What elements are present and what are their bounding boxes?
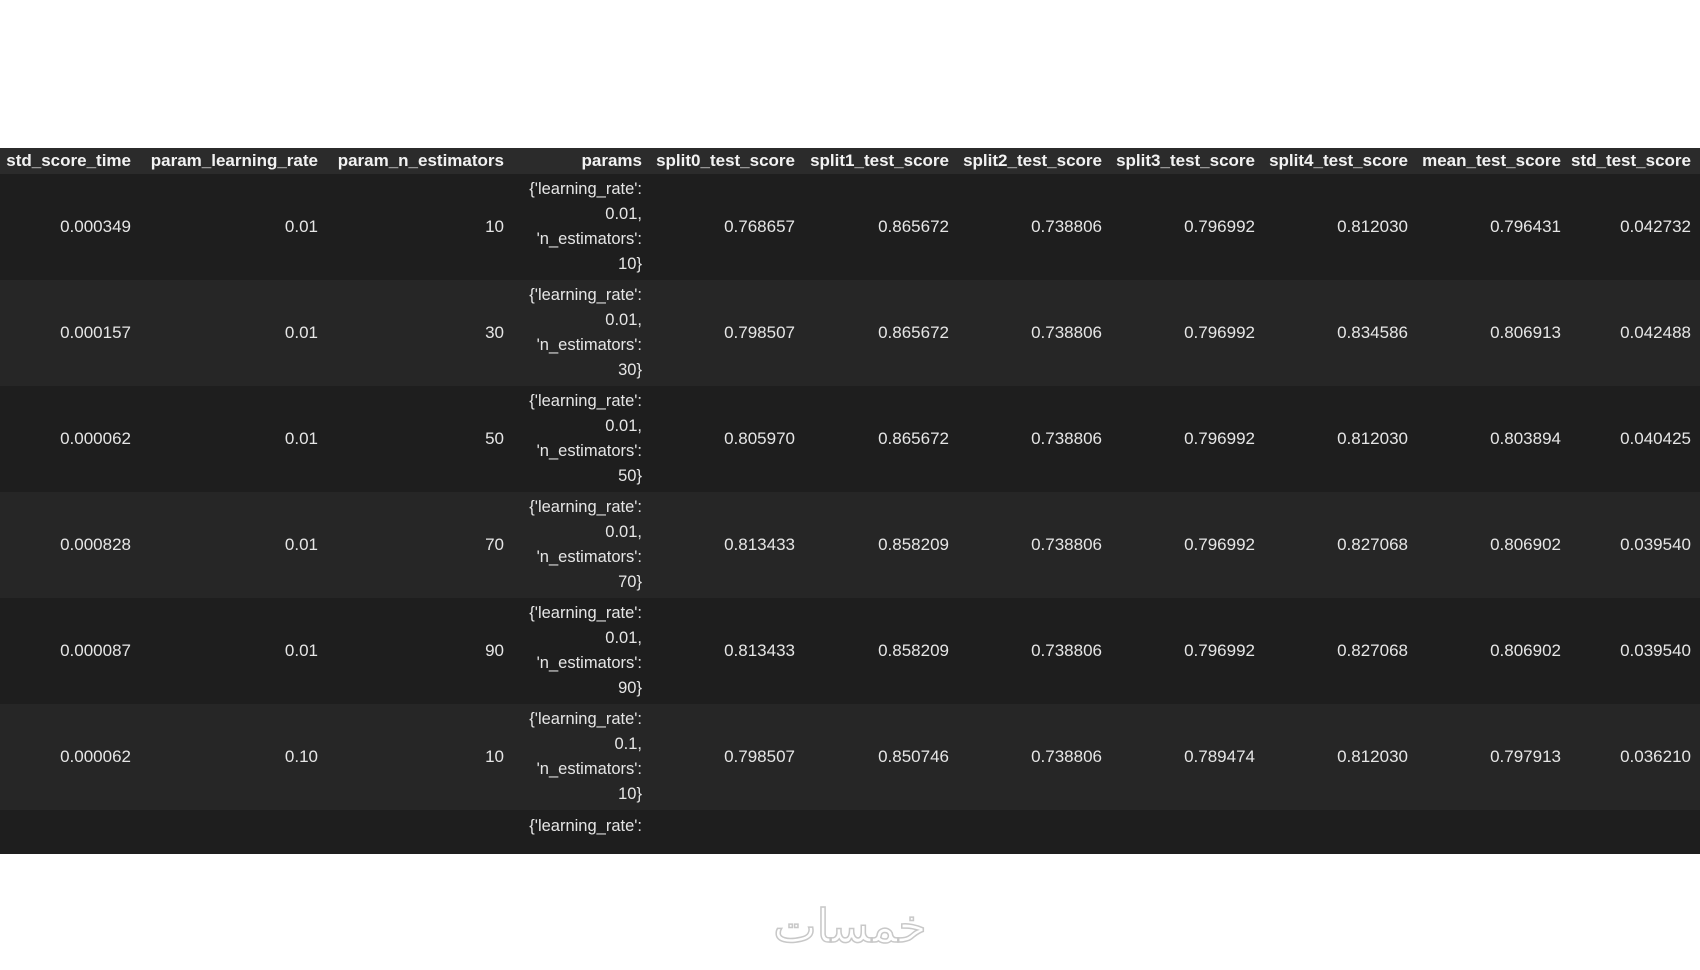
table-row bbox=[0, 280, 1700, 386]
cell-split4-test-score: 0.827068 bbox=[1264, 598, 1417, 704]
cell-mean-test-score: 0.796431 bbox=[1417, 174, 1570, 280]
params-line: 'n_estimators': bbox=[536, 442, 642, 460]
cell-split0-test-score: 0.798507 bbox=[651, 704, 804, 810]
params-line: 70} bbox=[618, 573, 642, 591]
cell-split2-test-score: 0.738806 bbox=[958, 386, 1111, 492]
cell-split2-test-score: 0.738806 bbox=[958, 598, 1111, 704]
cell-split1-test-score: 0.858209 bbox=[804, 598, 958, 704]
table-row bbox=[0, 174, 1700, 280]
params-line: 10} bbox=[618, 785, 642, 803]
params-line: {'learning_rate': bbox=[529, 498, 642, 516]
params-line: 0.01, bbox=[605, 417, 642, 435]
cell-split3-test-score: 0.796992 bbox=[1111, 386, 1264, 492]
params-line: 'n_estimators': bbox=[536, 548, 642, 566]
table-row bbox=[0, 492, 1700, 598]
table-row bbox=[0, 386, 1700, 492]
cell-std-test-score bbox=[1570, 810, 1700, 854]
column-header-split4-test-score: split4_test_score bbox=[1264, 148, 1417, 174]
table-row bbox=[0, 704, 1700, 810]
cell-split3-test-score: 0.796992 bbox=[1111, 492, 1264, 598]
cell-split1-test-score bbox=[804, 810, 958, 854]
cell-split4-test-score: 0.812030 bbox=[1264, 704, 1417, 810]
cell-split2-test-score: 0.738806 bbox=[958, 280, 1111, 386]
cell-std-score-time: 0.000157 bbox=[0, 280, 140, 386]
params-line: 0.1, bbox=[614, 735, 642, 753]
cell-mean-test-score: 0.797913 bbox=[1417, 704, 1570, 810]
cell-params bbox=[513, 704, 651, 810]
cell-split4-test-score: 0.834586 bbox=[1264, 280, 1417, 386]
column-header-mean-test-score: mean_test_score bbox=[1417, 148, 1570, 174]
cell-param-learning-rate: 0.01 bbox=[140, 386, 327, 492]
params-line: 'n_estimators': bbox=[536, 654, 642, 672]
cell-split4-test-score: 0.812030 bbox=[1264, 174, 1417, 280]
cell-params bbox=[513, 280, 651, 386]
cell-param-n-estimators: 50 bbox=[327, 386, 513, 492]
column-header-param-n-estimators: param_n_estimators bbox=[327, 148, 513, 174]
cell-std-score-time: 0.000349 bbox=[0, 174, 140, 280]
cell-std-test-score: 0.042488 bbox=[1570, 280, 1700, 386]
cell-mean-test-score: 0.806902 bbox=[1417, 598, 1570, 704]
cell-mean-test-score: 0.806902 bbox=[1417, 492, 1570, 598]
cell-split0-test-score: 0.813433 bbox=[651, 598, 804, 704]
cell-split0-test-score: 0.813433 bbox=[651, 492, 804, 598]
cell-param-learning-rate: 0.01 bbox=[140, 280, 327, 386]
params-line: {'learning_rate': bbox=[529, 286, 642, 304]
cell-param-learning-rate bbox=[140, 810, 327, 854]
params-line: 0.01, bbox=[605, 311, 642, 329]
column-header-std-score-time: std_score_time bbox=[0, 148, 140, 174]
cell-split1-test-score: 0.850746 bbox=[804, 704, 958, 810]
header-row bbox=[0, 148, 1700, 174]
cell-std-test-score: 0.039540 bbox=[1570, 598, 1700, 704]
cell-param-n-estimators: 10 bbox=[327, 704, 513, 810]
params-line: {'learning_rate': bbox=[529, 817, 642, 835]
cell-param-learning-rate: 0.10 bbox=[140, 704, 327, 810]
table-row bbox=[0, 598, 1700, 704]
cell-param-learning-rate: 0.01 bbox=[140, 174, 327, 280]
params-line: 10} bbox=[618, 255, 642, 273]
cell-std-score-time: 0.000062 bbox=[0, 386, 140, 492]
params-line: 30} bbox=[618, 361, 642, 379]
column-header-std-test-score: std_test_score bbox=[1570, 148, 1700, 174]
watermark-logo: خمسات bbox=[773, 899, 927, 953]
column-header-split1-test-score: split1_test_score bbox=[804, 148, 958, 174]
params-line: {'learning_rate': bbox=[529, 180, 642, 198]
table-body bbox=[0, 174, 1700, 854]
params-line: 0.01, bbox=[605, 205, 642, 223]
cell-split2-test-score: 0.738806 bbox=[958, 704, 1111, 810]
cell-std-test-score: 0.039540 bbox=[1570, 492, 1700, 598]
params-line: 50} bbox=[618, 467, 642, 485]
column-header-split3-test-score: split3_test_score bbox=[1111, 148, 1264, 174]
cell-std-score-time: 0.000828 bbox=[0, 492, 140, 598]
cell-param-learning-rate: 0.01 bbox=[140, 598, 327, 704]
column-header-params: params bbox=[513, 148, 651, 174]
params-line: 'n_estimators': bbox=[536, 230, 642, 248]
params-line: {'learning_rate': bbox=[529, 392, 642, 410]
params-line: 0.01, bbox=[605, 523, 642, 541]
cell-params bbox=[513, 386, 651, 492]
cell-std-score-time: 0.000087 bbox=[0, 598, 140, 704]
cell-param-n-estimators: 90 bbox=[327, 598, 513, 704]
cell-param-n-estimators bbox=[327, 810, 513, 854]
cell-std-score-time: 0.000062 bbox=[0, 704, 140, 810]
cell-split2-test-score bbox=[958, 810, 1111, 854]
cell-param-n-estimators: 30 bbox=[327, 280, 513, 386]
column-header-split2-test-score: split2_test_score bbox=[958, 148, 1111, 174]
cv-results-table bbox=[0, 148, 1700, 854]
cell-split0-test-score: 0.805970 bbox=[651, 386, 804, 492]
dataframe-output bbox=[0, 148, 1700, 835]
cell-split1-test-score: 0.865672 bbox=[804, 174, 958, 280]
cell-params bbox=[513, 598, 651, 704]
cell-split1-test-score: 0.865672 bbox=[804, 280, 958, 386]
cell-split1-test-score: 0.858209 bbox=[804, 492, 958, 598]
cell-std-test-score: 0.036210 bbox=[1570, 704, 1700, 810]
cell-std-test-score: 0.040425 bbox=[1570, 386, 1700, 492]
cell-split3-test-score bbox=[1111, 810, 1264, 854]
cell-param-learning-rate: 0.01 bbox=[140, 492, 327, 598]
cell-split3-test-score: 0.789474 bbox=[1111, 704, 1264, 810]
cell-split4-test-score: 0.812030 bbox=[1264, 386, 1417, 492]
cell-mean-test-score: 0.806913 bbox=[1417, 280, 1570, 386]
cell-split3-test-score: 0.796992 bbox=[1111, 280, 1264, 386]
cell-split4-test-score bbox=[1264, 810, 1417, 854]
cell-params bbox=[513, 492, 651, 598]
params-line: 'n_estimators': bbox=[536, 760, 642, 778]
params-line: 'n_estimators': bbox=[536, 336, 642, 354]
cell-mean-test-score: 0.803894 bbox=[1417, 386, 1570, 492]
cell-param-n-estimators: 10 bbox=[327, 174, 513, 280]
params-line: {'learning_rate': bbox=[529, 604, 642, 622]
column-header-param-learning-rate: param_learning_rate bbox=[140, 148, 327, 174]
cell-split3-test-score: 0.796992 bbox=[1111, 174, 1264, 280]
params-line: {'learning_rate': bbox=[529, 710, 642, 728]
cell-split4-test-score: 0.827068 bbox=[1264, 492, 1417, 598]
table-row bbox=[0, 810, 1700, 854]
cell-mean-test-score bbox=[1417, 810, 1570, 854]
cell-split3-test-score: 0.796992 bbox=[1111, 598, 1264, 704]
cell-split0-test-score bbox=[651, 810, 804, 854]
cell-std-test-score: 0.042732 bbox=[1570, 174, 1700, 280]
table-header bbox=[0, 148, 1700, 174]
cell-split2-test-score: 0.738806 bbox=[958, 174, 1111, 280]
cell-std-score-time bbox=[0, 810, 140, 854]
cell-split1-test-score: 0.865672 bbox=[804, 386, 958, 492]
params-line: 0.01, bbox=[605, 629, 642, 647]
cell-params bbox=[513, 174, 651, 280]
cell-param-n-estimators: 70 bbox=[327, 492, 513, 598]
cell-params bbox=[513, 810, 651, 854]
cell-split0-test-score: 0.768657 bbox=[651, 174, 804, 280]
column-header-split0-test-score: split0_test_score bbox=[651, 148, 804, 174]
cell-split0-test-score: 0.798507 bbox=[651, 280, 804, 386]
params-line: 90} bbox=[618, 679, 642, 697]
cell-split2-test-score: 0.738806 bbox=[958, 492, 1111, 598]
